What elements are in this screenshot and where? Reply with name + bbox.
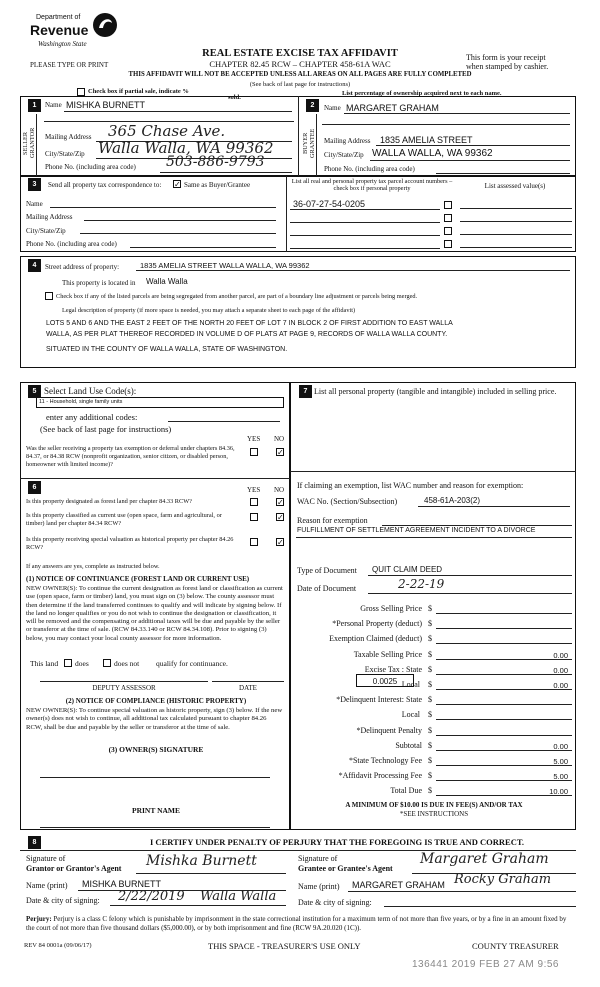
s6-q2-no-checkbox[interactable]: ✓ <box>277 513 284 522</box>
price-row-dollar: $ <box>428 695 432 705</box>
legal-description-label: Legal description of property (if more space is needed, you may attach a separate sheet to each page of the affidavit) <box>62 307 356 314</box>
partial-sale-label: Check box if partial sale, indicate % <box>88 88 189 95</box>
street-address-label: Street address of property: <box>45 263 120 271</box>
grantor-name-value[interactable]: MISHKA BURNETT <box>82 879 162 889</box>
receipt-line2: when stamped by cashier. <box>466 62 549 71</box>
form-title: REAL ESTATE EXCISE TAX AFFIDAVIT <box>202 48 398 59</box>
legal-line-2: WALLA, AS PER PLAT THEREOF RECORDED IN VOLUME D OF PLATS AT PAGE 9, RECORDS OF WALLA WALLA COUNTY. <box>46 331 448 338</box>
price-row-label: Gross Selling Price <box>360 604 422 613</box>
received-stamp: 136441 2019 FEB 27 AM 9:56 <box>412 959 559 970</box>
price-row-dollar: $ <box>428 680 432 689</box>
grantee-sig-label2: Grantee or Grantee's Agent <box>298 864 393 873</box>
s3-phone-label: Phone No. (including area code) <box>26 240 117 248</box>
section-1-number: 1 <box>28 99 41 112</box>
price-row-dollar: $ <box>428 786 432 796</box>
price-row-dollar: $ <box>428 756 432 765</box>
same-as-buyer-checkbox[interactable]: ✓ <box>174 180 181 189</box>
grantee-signature[interactable]: Margaret Graham <box>420 851 549 867</box>
notice-continuance-text: NEW OWNER(S): To continue the current designation as forest land or classification as current use (open space, farm or timber) land, you must sign on (3) below. The county assessor must then determine if the land transferred continues to qualify and will indicate by signing below. If the land no longer qualifies or you do not wish to continue the designation or classification, it will be removed and the compensating or additional taxes will be due and payable by the seller or transferor at the time of sale. (RCW 84.33.140 or RCW 84.34.108). Prior to signing (3) below, you may contact your local county assessor for more information. <box>26 585 283 642</box>
treasurer-use-label: THIS SPACE - TREASURER'S USE ONLY <box>208 941 361 951</box>
price-row-label: *Delinquent Interest: State <box>336 695 422 705</box>
assessed-value-header: List assessed value(s) <box>484 182 546 190</box>
section-8-number: 8 <box>28 836 41 849</box>
seller-phone-value[interactable]: 503-886-9793 <box>166 154 265 170</box>
buyer-mailing-label: Mailing Address <box>324 137 371 145</box>
price-row-label: Local <box>401 710 420 720</box>
grantor-date-label: Date & city of signing: <box>26 896 100 905</box>
s3-city-label: City/State/Zip <box>26 227 66 235</box>
qualify-label: qualify for continuance. <box>156 659 228 668</box>
parcel-3-personal-checkbox[interactable] <box>444 227 452 235</box>
price-row-dollar: $ <box>428 664 432 674</box>
land-use-label: Select Land Use Code(s): <box>44 386 137 396</box>
price-row-label: Taxable Selling Price <box>353 649 422 659</box>
see-instructions: *SEE INSTRUCTIONS <box>399 810 469 818</box>
notice-compliance-text: NEW OWNER(S): To continue special valuation as historic property, sign (3) below. If the new owner(s) does not wish to continue, all additional tax calculated pursuant to chapter 84.26 RCW, shall be due and payable by the seller or transferor at the time of sale. <box>26 707 283 731</box>
does-not-label: does not <box>114 659 140 668</box>
street-address-value[interactable]: 1835 AMELIA STREET WALLA WALLA, WA 99362 <box>140 261 310 270</box>
price-row-label: *Personal Property (deduct) <box>332 619 422 629</box>
price-row-label: Local <box>401 680 420 689</box>
legal-line-3: SITUATED IN THE COUNTY OF WALLA WALLA, STATE OF WASHINGTON. <box>46 346 288 353</box>
perjury-text: Perjury is a class C felony which is punishable by imprisonment in the state correctional institution for a maximum term of not more than five years, or by a fine in an amount fixed by the court of not more than five thousand dollars ($5,000.00), or by both imprisonment and fine (RCW 9A.20.020 (1C)). <box>26 915 567 932</box>
seller-side-label: SELLER GRANTOR <box>22 127 36 159</box>
s6-if-yes: If any answers are yes, complete as instructed below. <box>26 563 160 570</box>
s6-yes-header: YES <box>247 486 261 494</box>
grantor-sig-label1: Signature of <box>26 854 66 863</box>
local-rate-value: 0.0025 <box>372 677 398 686</box>
county-treasurer-label: COUNTY TREASURER <box>472 941 559 951</box>
please-type: PLEASE TYPE OR PRINT <box>30 61 109 69</box>
grantor-signature[interactable]: Mishka Burnett <box>146 853 257 869</box>
does-checkbox[interactable] <box>64 659 72 667</box>
certify-statement: I CERTIFY UNDER PENALTY OF PERJURY THAT THE FOREGOING IS TRUE AND CORRECT. <box>150 837 525 847</box>
doc-date-value[interactable]: 2-22-19 <box>398 577 445 591</box>
s3-name-label: Name <box>26 200 43 208</box>
form-number: REV 84 0001a (09/06/17) <box>24 942 92 949</box>
grantee-date-label: Date & city of signing: <box>298 898 372 907</box>
s6-q3-text: Is this property receiving special valuation as historical property per chapter 84.26 RCW? <box>26 536 234 551</box>
doc-date-label: Date of Document <box>297 584 357 593</box>
price-row-dollar: $ <box>428 649 432 659</box>
price-row-value[interactable]: 0.00 <box>553 741 568 751</box>
legal-line-1: LOTS 5 AND 6 AND THE EAST 2 FEET OF THE NORTH 20 FEET OF LOT 7 IN BLOCK 2 OF FIRST ADDITION TO EAST WALLA <box>46 320 453 327</box>
notice-compliance-title: (2) NOTICE OF COMPLIANCE (HISTORIC PROPERTY) <box>65 697 247 705</box>
located-in-label: This property is located in <box>62 279 136 287</box>
partial-sale-checkbox[interactable] <box>77 88 85 96</box>
s5-q1-text: Was the seller receiving a property tax exemption or deferral under chapters 84.36, 84.37, or 84.38 RCW (nonprofit organization, senior citizen, or disabled person, homeowner with limited income)? <box>26 445 235 468</box>
price-row-dollar: $ <box>428 771 432 781</box>
price-row-dollar: $ <box>428 710 432 720</box>
price-row-label: Total Due <box>390 786 422 796</box>
buyer-phone-label: Phone No. (including area code) <box>324 165 415 173</box>
same-as-buyer-label: Same as Buyer/Grantee <box>184 181 251 189</box>
does-not-checkbox[interactable] <box>103 659 111 667</box>
personal-property-header: List all personal property (tangible and intangible) included in selling price. <box>314 387 557 396</box>
grantee-sig-label1: Signature of <box>298 854 338 863</box>
s5-yes-header: YES <box>247 435 261 443</box>
deputy-assessor-label: DEPUTY ASSESSOR <box>92 684 156 692</box>
section-4-number: 4 <box>28 259 41 272</box>
price-row-value[interactable]: 10.00 <box>549 787 568 797</box>
price-row-label: Exemption Claimed (deduct) <box>329 634 422 644</box>
price-row-label: Excise Tax : State <box>364 664 422 674</box>
send-correspondence-label: Send all property tax correspondence to: <box>48 181 162 189</box>
s6-q1-yes-checkbox[interactable] <box>250 498 258 506</box>
s6-q3-no-checkbox[interactable]: ✓ <box>277 538 284 547</box>
buyer-city-label: City/State/Zip <box>324 151 364 159</box>
logo-swirl-icon <box>92 12 118 38</box>
wac-value[interactable]: 458-61A-203(2) <box>424 496 481 505</box>
local-rate-box <box>356 674 414 687</box>
s5-q1-yes-checkbox[interactable] <box>250 448 258 456</box>
grantor-city-value[interactable]: Walla Walla <box>200 889 277 904</box>
print-name-label: PRINT NAME <box>132 806 180 815</box>
section-5-number: 5 <box>28 385 41 398</box>
price-row-value[interactable]: 0.00 <box>553 681 568 690</box>
seller-name-value[interactable]: MISHKA BURNETT <box>66 100 146 110</box>
does-label: does <box>75 659 89 668</box>
logo-line1: Department of <box>36 14 81 21</box>
parcel-1-personal-checkbox[interactable] <box>444 201 452 209</box>
s6-q1-no-checkbox[interactable]: ✓ <box>277 498 284 507</box>
date-label: DATE <box>239 684 257 692</box>
s5-see-back: (See back of last page for instructions) <box>40 424 172 434</box>
s6-no-header: NO <box>274 486 285 494</box>
section-6-number: 6 <box>28 481 41 494</box>
price-row-dollar: $ <box>428 634 432 644</box>
buyer-city-value[interactable]: WALLA WALLA, WA 99362 <box>372 148 493 159</box>
price-row-dollar: $ <box>428 725 432 735</box>
grantee-name-value[interactable]: MARGARET GRAHAM <box>352 880 445 890</box>
grantor-sig-label2: Grantor or Grantor's Agent <box>26 864 122 873</box>
parcel-4-personal-checkbox[interactable] <box>444 240 452 248</box>
section-2-number: 2 <box>306 99 319 112</box>
s6-q1-text: Is this property designated as forest land per chapter 84.33 RCW? <box>26 498 192 505</box>
this-land-label: This land <box>30 659 59 668</box>
land-use-select[interactable] <box>36 397 284 408</box>
additional-codes-label: enter any additional codes: <box>46 412 138 422</box>
perjury-notice <box>26 915 576 933</box>
section-3-number: 3 <box>28 178 41 191</box>
parcel-list-header: List all real and personal property tax parcel account numbers – check box if personal property <box>291 178 453 192</box>
buyer-name-value[interactable]: MARGARET GRAHAM <box>346 103 439 113</box>
segregate-label: Check box if any of the listed parcels are being segregated from another parcel, are part of a boundary line adjustment or parcels being merged. <box>56 293 418 300</box>
see-back-top: (See back of last page for instructions) <box>249 81 351 88</box>
s5-no-header: NO <box>274 435 285 443</box>
receipt-line1: This form is your receipt <box>466 53 546 62</box>
reason-label: Reason for exemption <box>297 516 368 525</box>
price-row-dollar: $ <box>428 619 432 629</box>
price-row-label: *State Technology Fee <box>348 756 422 765</box>
s5-q1-no-checkbox[interactable]: ✓ <box>277 448 284 457</box>
wac-label: WAC No. (Section/Subsection) <box>297 497 398 506</box>
owner-signature-label: (3) OWNER(S) SIGNATURE <box>108 745 204 754</box>
doc-type-value[interactable]: QUIT CLAIM DEED <box>372 565 443 574</box>
section-7-number: 7 <box>299 385 312 398</box>
dor-logo <box>28 12 128 56</box>
seller-phone-label: Phone No. (including area code) <box>45 163 136 171</box>
doc-type-label: Type of Document <box>297 566 357 575</box>
form-chapters: CHAPTER 82.45 RCW – CHAPTER 458-61A WAC <box>209 59 391 69</box>
price-row-value[interactable]: 5.00 <box>553 772 568 782</box>
seller-name-label: Name <box>45 101 62 109</box>
seller-city-label: City/State/Zip <box>45 150 85 158</box>
parcel-number-value[interactable]: 36-07-27-54-0205 <box>293 199 366 209</box>
price-row-label: *Delinquent Penalty <box>356 725 422 735</box>
price-row-value[interactable]: 0.00 <box>553 665 568 675</box>
price-row-dollar: $ <box>428 604 432 613</box>
price-row-dollar: $ <box>428 740 432 750</box>
exemption-label: If claiming an exemption, list WAC number and reason for exemption: <box>297 481 524 490</box>
notice-continuance-title: (1) NOTICE OF CONTINUANCE (FOREST LAND OR CURRENT USE) <box>26 575 250 583</box>
s6-q2-yes-checkbox[interactable] <box>250 513 258 521</box>
buyer-mailing-value[interactable]: 1835 AMELIA STREET <box>380 135 473 145</box>
reason-value[interactable]: FULFILLMENT OF SETTLEMENT AGREEMENT INCIDENT TO A DIVORCE <box>297 527 536 534</box>
sold-label: sold. <box>228 94 241 101</box>
parcel-2-personal-checkbox[interactable] <box>444 214 452 222</box>
grantee-name-label: Name (print) <box>298 882 340 891</box>
s3-mailing-label: Mailing Address <box>26 213 73 221</box>
logo-line3: Washington State <box>38 40 87 48</box>
seller-mailing-label: Mailing Address <box>45 133 92 141</box>
logo-line2: Revenue <box>30 22 89 38</box>
seller-city-value[interactable]: Walla Walla, WA 99362 <box>98 139 274 157</box>
s6-q3-yes-checkbox[interactable] <box>250 538 258 546</box>
located-in-value[interactable]: Walla Walla <box>146 277 188 286</box>
price-row-label: Subtotal <box>395 740 422 750</box>
seller-mailing-value[interactable]: 365 Chase Ave. <box>108 122 226 140</box>
minimum-due: A MINIMUM OF $10.00 IS DUE IN FEE(S) AND/OR TAX <box>345 801 523 809</box>
buyer-name-label: Name <box>324 104 341 112</box>
grantor-date-value[interactable]: 2/22/2019 <box>118 889 185 904</box>
buyer-side-label: BUYER GRANTEE <box>302 128 316 158</box>
grantee-second-signature[interactable]: Rocky Graham <box>454 872 552 887</box>
segregate-checkbox[interactable] <box>45 292 53 300</box>
form-warning: THIS AFFIDAVIT WILL NOT BE ACCEPTED UNLESS ALL AREAS ON ALL PAGES ARE FULLY COMPLETED <box>128 71 472 78</box>
list-percentage: List percentage of ownership acquired next to each name. <box>342 90 502 97</box>
perjury-bold: Perjury: <box>26 915 52 923</box>
s6-q2-text: Is this property classified as current use (open space, farm and agricultural, or timber) land per chapter 84.34 RCW? <box>26 512 222 527</box>
price-row-value[interactable]: 5.00 <box>553 757 568 766</box>
land-use-code-value: 11 - Household, single family units <box>39 399 123 405</box>
price-row-label: *Affidavit Processing Fee <box>338 771 422 781</box>
price-row-value[interactable]: 0.00 <box>553 650 568 660</box>
grantor-name-label: Name (print) <box>26 881 68 890</box>
